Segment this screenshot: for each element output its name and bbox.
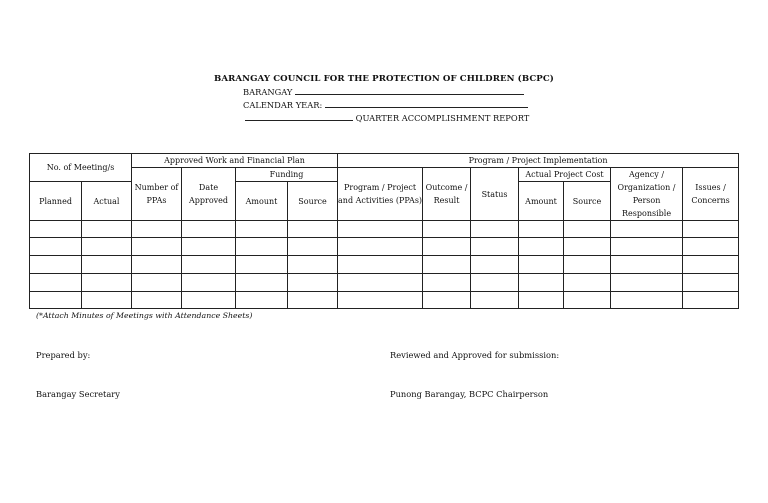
table-cell[interactable] <box>182 221 236 238</box>
table-row <box>30 292 739 309</box>
table-cell[interactable] <box>471 292 519 309</box>
table-cell[interactable] <box>132 256 182 274</box>
header-amount-2: Amount <box>519 182 564 221</box>
barangay-line <box>243 87 524 97</box>
header-source-2: Source <box>564 182 611 221</box>
table-cell[interactable] <box>683 238 739 256</box>
header-date-approved: Date Approved <box>182 168 236 221</box>
table-cell[interactable] <box>611 292 683 309</box>
header-funding: Funding <box>236 168 338 182</box>
table-cell[interactable] <box>236 256 288 274</box>
table-cell[interactable] <box>132 221 182 238</box>
table-cell[interactable] <box>519 221 564 238</box>
header-ppi: Program / Project Implementation <box>338 154 739 168</box>
accomplishment-table <box>29 153 739 309</box>
calendar-year-line <box>243 100 528 110</box>
table-cell[interactable] <box>683 256 739 274</box>
barangay-blank <box>295 87 524 95</box>
table-cell[interactable] <box>338 238 423 256</box>
table-cell[interactable] <box>471 238 519 256</box>
table-cell[interactable] <box>30 221 82 238</box>
table-row <box>30 256 739 274</box>
table-cell[interactable] <box>611 221 683 238</box>
table-cell[interactable] <box>564 292 611 309</box>
table-cell[interactable] <box>288 274 338 292</box>
header-amount: Amount <box>236 182 288 221</box>
table-cell[interactable] <box>611 274 683 292</box>
table-cell[interactable] <box>132 292 182 309</box>
table-cell[interactable] <box>288 221 338 238</box>
quarter-line <box>245 113 529 123</box>
table-cell[interactable] <box>338 292 423 309</box>
header-agency: Agency / Organization / Person Responsible <box>611 168 683 221</box>
table-row <box>30 221 739 238</box>
table-row <box>30 238 739 256</box>
table-cell[interactable] <box>564 274 611 292</box>
header-actual-cost: Actual Project Cost <box>519 168 611 182</box>
table-cell[interactable] <box>423 274 471 292</box>
table-cell[interactable] <box>288 256 338 274</box>
table-cell[interactable] <box>182 274 236 292</box>
quarter-label: QUARTER ACCOMPLISHMENT REPORT <box>355 113 530 123</box>
table-cell[interactable] <box>132 238 182 256</box>
table-cell[interactable] <box>338 221 423 238</box>
header-source: Source <box>288 182 338 221</box>
barangay-label: BARANGAY <box>243 87 293 97</box>
table-cell[interactable] <box>82 292 132 309</box>
table-cell[interactable] <box>519 256 564 274</box>
table-cell[interactable] <box>182 238 236 256</box>
table-cell[interactable] <box>611 238 683 256</box>
header-num-ppas: Number of PPAs <box>132 168 182 221</box>
table-cell[interactable] <box>423 256 471 274</box>
table-cell[interactable] <box>236 221 288 238</box>
table-cell[interactable] <box>471 256 519 274</box>
table-cell[interactable] <box>30 292 82 309</box>
prepared-role: Barangay Secretary <box>36 389 120 399</box>
table-cell[interactable] <box>82 256 132 274</box>
header-outcome: Outcome / Result <box>423 168 471 221</box>
table-cell[interactable] <box>471 221 519 238</box>
table-cell[interactable] <box>288 292 338 309</box>
table-cell[interactable] <box>564 238 611 256</box>
calendar-year-label: CALENDAR YEAR: <box>243 100 323 110</box>
table-cell[interactable] <box>338 274 423 292</box>
calendar-year-blank <box>325 100 528 108</box>
reviewed-role: Punong Barangay, BCPC Chairperson <box>390 389 549 399</box>
table-cell[interactable] <box>519 274 564 292</box>
table-cell[interactable] <box>82 221 132 238</box>
table-cell[interactable] <box>182 256 236 274</box>
table-cell[interactable] <box>423 238 471 256</box>
table-cell[interactable] <box>288 238 338 256</box>
table-cell[interactable] <box>236 238 288 256</box>
table-cell[interactable] <box>182 292 236 309</box>
header-actual: Actual <box>82 182 132 221</box>
table-cell[interactable] <box>423 221 471 238</box>
table-cell[interactable] <box>683 274 739 292</box>
table-cell[interactable] <box>564 221 611 238</box>
header-meetings: No. of Meeting/s <box>30 154 132 182</box>
table-cell[interactable] <box>30 256 82 274</box>
table-cell[interactable] <box>611 256 683 274</box>
table-cell[interactable] <box>30 274 82 292</box>
table-cell[interactable] <box>236 274 288 292</box>
reviewed-by-label: Reviewed and Approved for submission: <box>390 350 560 360</box>
table-cell[interactable] <box>564 256 611 274</box>
header-planned: Planned <box>30 182 82 221</box>
table-cell[interactable] <box>683 292 739 309</box>
table-cell[interactable] <box>82 274 132 292</box>
report-title: BARANGAY COUNCIL FOR THE PROTECTION OF CHILDREN (BCPC) <box>214 74 554 84</box>
header-issues: Issues / Concerns <box>683 168 739 221</box>
attachment-note: (*Attach Minutes of Meetings with Attendance Sheets) <box>36 311 253 320</box>
header-ppas: Program / Project and Activities (PPAs) <box>338 168 423 221</box>
table-cell[interactable] <box>236 292 288 309</box>
table-cell[interactable] <box>683 221 739 238</box>
table-cell[interactable] <box>519 292 564 309</box>
prepared-by-label: Prepared by: <box>36 350 91 360</box>
table-cell[interactable] <box>423 292 471 309</box>
table-cell[interactable] <box>471 274 519 292</box>
table-cell[interactable] <box>132 274 182 292</box>
table-cell[interactable] <box>519 238 564 256</box>
header-awfp: Approved Work and Financial Plan <box>132 154 338 168</box>
table-cell[interactable] <box>82 238 132 256</box>
table-row <box>30 274 739 292</box>
header-status: Status <box>471 168 519 221</box>
table-cell[interactable] <box>30 238 82 256</box>
quarter-blank <box>245 113 353 121</box>
table-cell[interactable] <box>338 256 423 274</box>
